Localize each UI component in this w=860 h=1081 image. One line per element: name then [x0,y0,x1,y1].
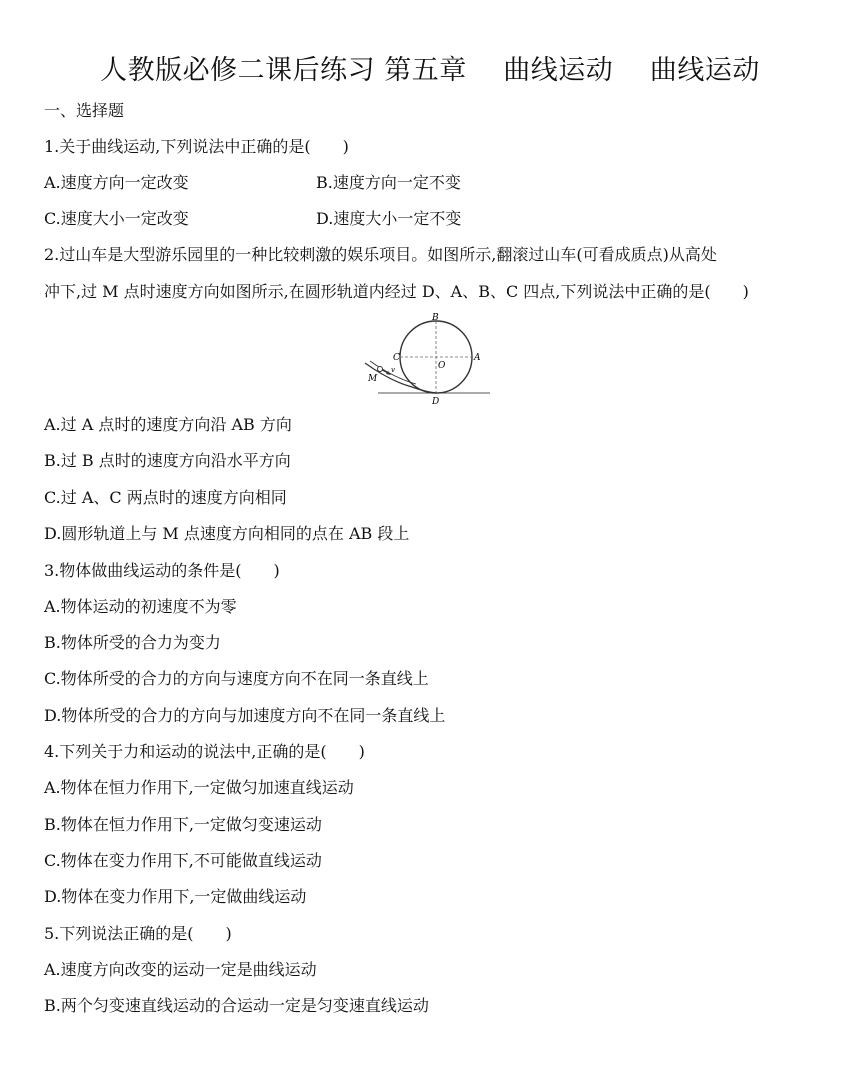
label-a: A [474,353,481,363]
label-b: B [432,313,439,323]
label-v: v [391,366,395,374]
question-2-option-a: A.过 A 点时的速度方向沿 AB 方向 [44,415,292,434]
question-4-option-b: B.物体在恒力作用下,一定做匀变速运动 [44,815,322,834]
label-o: O [438,361,446,371]
question-2-option-b: B.过 B 点时的速度方向沿水平方向 [44,451,291,470]
question-2-stem-line-1: 2.过山车是大型游乐园里的一种比较刺激的娱乐项目。如图所示,翻滚过山车(可看成质点)从高处 [44,245,717,264]
question-3-option-d: D.物体所受的合力的方向与加速度方向不在同一条直线上 [44,706,446,725]
question-1-stem: 1.关于曲线运动,下列说法中正确的是( ) [44,137,349,156]
label-m: M [368,374,378,384]
question-4-option-d: D.物体在变力作用下,一定做曲线运动 [44,887,307,906]
question-3-option-a: A.物体运动的初速度不为零 [44,597,237,616]
question-1-options-row-2 [44,209,462,229]
question-1-option-a: A.速度方向一定改变 [44,173,189,192]
question-4-option-a: A.物体在恒力作用下,一定做匀加速直线运动 [44,778,354,797]
coaster-point-m [378,367,383,372]
label-d: D [432,397,440,407]
question-2-option-d: D.圆形轨道上与 M 点速度方向相同的点在 AB 段上 [44,524,410,543]
question-2-option-c: C.过 A、C 两点时的速度方向相同 [44,488,287,507]
question-3-option-b: B.物体所受的合力为变力 [44,633,221,652]
question-1-option-b: B.速度方向一定不变 [316,173,461,192]
roller-coaster-loop-figure [360,311,495,407]
question-4-option-c: C.物体在变力作用下,不可能做直线运动 [44,851,322,870]
question-3-stem: 3.物体做曲线运动的条件是( ) [44,561,280,580]
page-title: 人教版必修二课后练习 第五章 曲线运动 曲线运动 [100,55,760,86]
question-1-option-c: C.速度大小一定改变 [44,209,189,228]
question-5-option-a: A.速度方向改变的运动一定是曲线运动 [44,960,317,979]
question-5-stem: 5.下列说法正确的是( ) [44,924,232,943]
question-2-stem-line-2: 冲下,过 M 点时速度方向如图所示,在圆形轨道内经过 D、A、B、C 四点,下列说法中正确的是( ) [44,282,749,301]
question-1-option-d: D.速度大小一定不变 [316,209,462,228]
label-c: C [393,353,400,363]
question-4-stem: 4.下列关于力和运动的说法中,正确的是( ) [44,742,365,761]
section-heading: 一、选择题 [44,101,125,120]
question-1-options-row-1 [44,173,461,193]
question-3-option-c: C.物体所受的合力的方向与速度方向不在同一条直线上 [44,669,429,688]
question-5-option-b: B.两个匀变速直线运动的合运动一定是匀变速直线运动 [44,996,429,1015]
